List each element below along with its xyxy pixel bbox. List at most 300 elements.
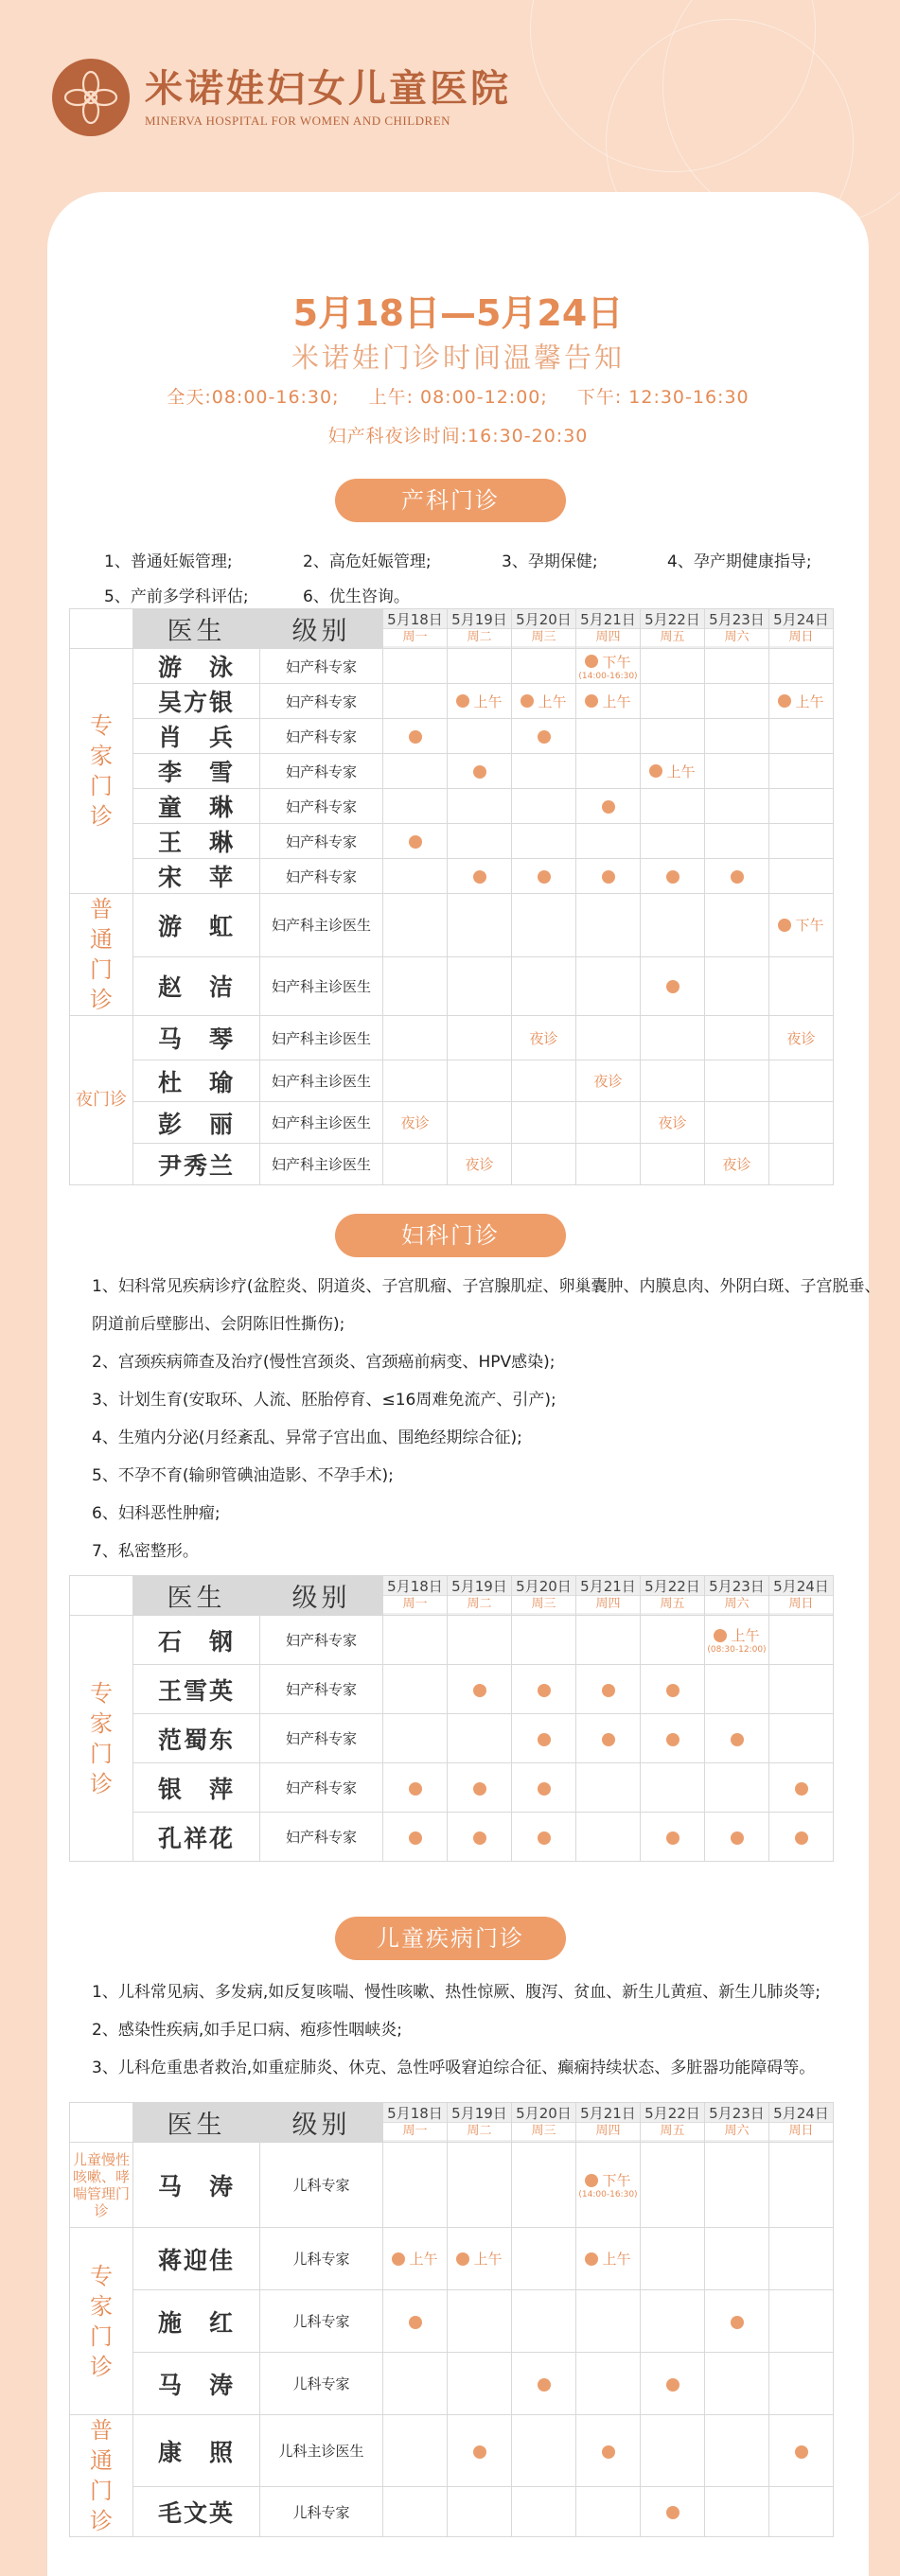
schedule-cell [512, 1714, 576, 1763]
header-date [705, 1576, 769, 1616]
weekday-label: 周三 [512, 628, 575, 646]
schedule-row [70, 684, 834, 719]
schedule-row [70, 1060, 834, 1102]
weekday-label: 周二 [448, 628, 511, 646]
header-level: 级别 [260, 1576, 383, 1616]
header-date [769, 2103, 834, 2143]
full-day-dot-icon [538, 730, 551, 744]
schedule-cell [641, 859, 705, 894]
schedule-cell [383, 684, 448, 719]
doctor-name: 施 红 [133, 2290, 260, 2353]
schedule-cell [769, 1016, 834, 1060]
schedule-cell [641, 649, 705, 684]
doctor-name: 康 照 [133, 2415, 260, 2487]
schedule-cell [705, 684, 769, 719]
schedule-cell [383, 1763, 448, 1813]
schedule-cell [705, 1016, 769, 1060]
full-day-dot-icon [538, 2378, 551, 2392]
schedule-cell [576, 2228, 641, 2290]
schedule-cell [576, 824, 641, 859]
schedule-cell [512, 1016, 576, 1060]
schedule-cell [705, 719, 769, 754]
schedule-cell [383, 2228, 448, 2290]
doctor-name: 马 涛 [133, 2353, 260, 2415]
date-label: 5月21日 [580, 2105, 636, 2122]
full-day-dot-icon [666, 870, 679, 884]
schedule-cell [512, 754, 576, 789]
schedule-cell [769, 754, 834, 789]
full-day-dot-icon [538, 870, 551, 884]
schedule-cell [383, 824, 448, 859]
schedule-cell [448, 956, 512, 1015]
header-level: 级别 [260, 609, 383, 649]
full-day-dot-icon [602, 800, 615, 814]
schedule-row [70, 1763, 834, 1813]
full-day-dot-icon [602, 870, 615, 884]
schedule-cell [576, 684, 641, 719]
weekday-label: 周一 [383, 2122, 447, 2140]
schedule-cell [383, 1665, 448, 1714]
schedule-row [70, 2290, 834, 2353]
schedule-cell [705, 2228, 769, 2290]
schedule-cell [641, 1616, 705, 1665]
doctor-level: 妇产科专家 [260, 789, 383, 824]
session-label: 下午 [795, 917, 824, 935]
doctor-level: 妇产科主诊医生 [260, 1102, 383, 1144]
schedule-cell [512, 719, 576, 754]
schedule-cell [448, 1763, 512, 1813]
weekday-label: 周四 [576, 628, 640, 646]
session-dot-icon [778, 694, 791, 708]
doctor-name: 毛文英 [133, 2487, 260, 2537]
schedule-cell [705, 1060, 769, 1102]
schedule-cell [383, 2487, 448, 2537]
schedule-cell [383, 956, 448, 1015]
doctor-name: 宋 苹 [133, 859, 260, 894]
clinic-category: 专家门诊 [70, 2228, 133, 2415]
service-item: 1、妇科常见疾病诊疗(盆腔炎、阴道炎、子宫肌瘤、子宫腺肌症、卵巢囊肿、内膜息肉、外阴白斑、子宫脱垂、 [92, 1277, 881, 1296]
schedule-cell [641, 894, 705, 957]
schedule-cell [705, 789, 769, 824]
obstetrics-services [104, 548, 842, 606]
weekday-label: 周五 [641, 628, 704, 646]
session-dot-icon [392, 2252, 405, 2266]
schedule-row [70, 719, 834, 754]
schedule-cell [448, 2353, 512, 2415]
schedule-cell [383, 754, 448, 789]
schedule-cell [769, 1665, 834, 1714]
date-label: 5月20日 [516, 611, 572, 628]
schedule-cell [512, 2228, 576, 2290]
schedule-cell [383, 1714, 448, 1763]
service-item: 1、普通妊娠管理; [104, 552, 233, 571]
header-date [705, 2103, 769, 2143]
doctor-level: 妇产科主诊医生 [260, 1016, 383, 1060]
schedule-cell [705, 2143, 769, 2228]
full-day-dot-icon [473, 2445, 486, 2459]
session-dot-icon [585, 2174, 598, 2187]
full-day-dot-icon [473, 1831, 486, 1845]
header-date [448, 1576, 512, 1616]
date-label: 5月24日 [773, 2105, 829, 2122]
schedule-cell [641, 754, 705, 789]
full-day-dot-icon [731, 870, 744, 884]
schedule-cell [448, 2143, 512, 2228]
header-date [383, 2103, 448, 2143]
full-day-dot-icon [666, 1733, 679, 1746]
schedule-cell [512, 894, 576, 957]
schedule-cell [448, 719, 512, 754]
service-item: 3、儿科危重患者救治,如重症肺炎、休克、急性呼吸窘迫综合征、癫痫持续状态、多脏器功能障碍等。 [92, 2059, 816, 2077]
full-day-dot-icon [731, 2316, 744, 2329]
full-day-dot-icon [602, 1733, 615, 1746]
header-corner [70, 2103, 133, 2143]
schedule-cell [448, 684, 512, 719]
service-item: 2、感染性疾病,如手足口病、疱疹性咽峡炎; [92, 2021, 402, 2040]
schedule-cell [705, 956, 769, 1015]
doctor-level: 妇产科主诊医生 [260, 956, 383, 1015]
schedule-cell [383, 2415, 448, 2487]
date-label: 5月24日 [773, 611, 829, 628]
service-item: 4、孕产期健康指导; [667, 552, 812, 571]
header-date [576, 609, 641, 649]
doctor-level: 儿科专家 [260, 2228, 383, 2290]
doctor-name: 孔祥花 [133, 1813, 260, 1862]
full-day-dot-icon [795, 1831, 808, 1845]
service-item: 7、私密整形。 [92, 1542, 199, 1561]
schedule-cell [383, 719, 448, 754]
schedule-cell [383, 1016, 448, 1060]
schedule-cell [769, 2143, 834, 2228]
full-day-dot-icon [666, 1684, 679, 1697]
schedule-row [70, 754, 834, 789]
schedule-cell [383, 1102, 448, 1144]
schedule-cell [512, 1144, 576, 1185]
session-label: 上午 [473, 2251, 503, 2268]
weekday-label: 周日 [769, 1595, 833, 1613]
schedule-cell [705, 859, 769, 894]
full-day-dot-icon [538, 1684, 551, 1697]
date-label: 5月21日 [580, 1578, 636, 1595]
session-time: (14:00-16:30) [578, 2190, 638, 2199]
doctor-name: 杜 瑜 [133, 1060, 260, 1102]
doctor-level: 妇产科专家 [260, 754, 383, 789]
date-label: 5月22日 [644, 611, 700, 628]
schedule-cell [769, 824, 834, 859]
session-label: 下午 [602, 653, 631, 671]
schedule-cell [448, 2415, 512, 2487]
doctor-level: 妇产科主诊医生 [260, 894, 383, 957]
weekday-label: 周四 [576, 1595, 640, 1613]
weekday-label: 周三 [512, 1595, 575, 1613]
schedule-cell [383, 1144, 448, 1185]
schedule-cell [383, 1060, 448, 1102]
header-level: 级别 [260, 2103, 383, 2143]
service-item: 3、计划生育(安取环、人流、胚胎停育、≤16周难免流产、引产); [92, 1391, 556, 1410]
obstetrics-schedule-table [69, 608, 834, 1185]
schedule-cell [383, 789, 448, 824]
doctor-level: 妇产科专家 [260, 1616, 383, 1665]
schedule-cell [705, 1665, 769, 1714]
schedule-cell [512, 1763, 576, 1813]
schedule-row [70, 789, 834, 824]
schedule-cell [705, 1763, 769, 1813]
date-label: 5月22日 [644, 1578, 700, 1595]
date-label: 5月23日 [709, 1578, 765, 1595]
header-date [769, 609, 834, 649]
schedule-cell [448, 2290, 512, 2353]
pediatrics-services [92, 1973, 839, 2087]
schedule-cell [448, 2487, 512, 2537]
date-label: 5月18日 [387, 1578, 443, 1595]
doctor-level: 妇产科专家 [260, 824, 383, 859]
schedule-cell [512, 2143, 576, 2228]
service-item: 6、优生咨询。 [303, 587, 410, 606]
header-date [769, 1576, 834, 1616]
weekday-label: 周二 [448, 2122, 511, 2140]
schedule-cell [705, 2290, 769, 2353]
doctor-name: 银 萍 [133, 1763, 260, 1813]
schedule-cell [641, 1016, 705, 1060]
schedule-cell [448, 1060, 512, 1102]
session-dot-icon [585, 2252, 598, 2266]
schedule-cell [576, 1102, 641, 1144]
service-item: 5、产前多学科评估; [104, 587, 249, 606]
schedule-cell [576, 1763, 641, 1813]
schedule-row [70, 1016, 834, 1060]
weekday-label: 周五 [641, 2122, 704, 2140]
doctor-level: 妇产科专家 [260, 1665, 383, 1714]
schedule-cell [576, 1665, 641, 1714]
schedule-cell [512, 859, 576, 894]
schedule-cell [448, 1813, 512, 1862]
date-label: 5月19日 [451, 1578, 507, 1595]
doctor-name: 马 涛 [133, 2143, 260, 2228]
date-label: 5月23日 [709, 2105, 765, 2122]
header-date [512, 2103, 576, 2143]
schedule-cell [576, 1616, 641, 1665]
schedule-cell [448, 789, 512, 824]
schedule-row [70, 894, 834, 957]
doctor-name: 赵 洁 [133, 956, 260, 1015]
full-day-dot-icon [473, 1782, 486, 1796]
session-label: 上午 [602, 2251, 631, 2268]
schedule-cell [576, 1144, 641, 1185]
date-label: 5月18日 [387, 2105, 443, 2122]
schedule-cell [705, 824, 769, 859]
schedule-row [70, 2415, 834, 2487]
hours-all-day: 全天:08:00-16:30; [167, 387, 340, 408]
schedule-cell [769, 2487, 834, 2537]
full-day-dot-icon [409, 2316, 422, 2329]
schedule-cell [448, 1665, 512, 1714]
schedule-cell [512, 2487, 576, 2537]
full-day-dot-icon [409, 835, 422, 849]
schedule-cell [448, 649, 512, 684]
schedule-row [70, 1714, 834, 1763]
schedule-cell [576, 956, 641, 1015]
weekday-label: 周三 [512, 2122, 575, 2140]
session-time: (14:00-16:30) [578, 671, 638, 681]
schedule-row [70, 1665, 834, 1714]
schedule-cell [641, 956, 705, 1015]
full-day-dot-icon [409, 1831, 422, 1845]
schedule-cell [576, 649, 641, 684]
hours-afternoon: 下午: 12:30-16:30 [576, 387, 750, 408]
schedule-cell [576, 719, 641, 754]
hospital-english-name: MINERVA HOSPITAL FOR WOMEN AND CHILDREN [145, 114, 451, 128]
schedule-cell [641, 824, 705, 859]
doctor-name: 游 泳 [133, 649, 260, 684]
session-dot-icon [585, 694, 598, 708]
night-clinic-label: 夜诊 [722, 1156, 751, 1173]
full-day-dot-icon [473, 765, 486, 779]
date-label: 5月20日 [516, 1578, 572, 1595]
schedule-cell [383, 859, 448, 894]
schedule-cell [769, 1102, 834, 1144]
schedule-cell [512, 684, 576, 719]
schedule-cell [705, 2487, 769, 2537]
notice-card [47, 192, 881, 2576]
schedule-cell [705, 894, 769, 957]
schedule-row [70, 956, 834, 1015]
doctor-level: 妇产科主诊医生 [260, 1060, 383, 1102]
schedule-cell [769, 2415, 834, 2487]
full-day-dot-icon [538, 1831, 551, 1845]
full-day-dot-icon [666, 1831, 679, 1845]
date-label: 5月24日 [773, 1578, 829, 1595]
schedule-cell [769, 1060, 834, 1102]
doctor-level: 妇产科专家 [260, 684, 383, 719]
schedule-cell [448, 754, 512, 789]
doctor-level: 儿科专家 [260, 2290, 383, 2353]
session-dot-icon [456, 694, 469, 708]
hospital-logo [52, 59, 130, 136]
doctor-level: 妇产科专家 [260, 649, 383, 684]
schedule-cell [705, 649, 769, 684]
schedule-cell [576, 2290, 641, 2353]
weekday-label: 周日 [769, 628, 833, 646]
schedule-row [70, 2353, 834, 2415]
date-label: 5月21日 [580, 611, 636, 628]
doctor-name: 吴方银 [133, 684, 260, 719]
full-day-dot-icon [409, 730, 422, 744]
schedule-cell [641, 2353, 705, 2415]
header-date [512, 609, 576, 649]
clinic-category: 儿童慢性咳嗽、哮喘管理门诊 [70, 2143, 133, 2228]
schedule-cell [576, 859, 641, 894]
schedule-cell [769, 789, 834, 824]
header-doctor: 医生 [133, 1576, 260, 1616]
weekday-label: 周二 [448, 1595, 511, 1613]
session-dot-icon [456, 2252, 469, 2266]
schedule-cell [705, 2415, 769, 2487]
session-label: 上午 [731, 1627, 760, 1644]
full-day-dot-icon [731, 1831, 744, 1845]
hospital-header [52, 55, 511, 140]
schedule-cell [769, 719, 834, 754]
schedule-cell [576, 2353, 641, 2415]
doctor-level: 妇产科主诊医生 [260, 1144, 383, 1185]
session-label: 上午 [795, 692, 824, 710]
date-range: 5月18日—5月24日 [292, 292, 624, 334]
night-clinic-label: 夜诊 [658, 1114, 687, 1131]
schedule-cell [769, 1616, 834, 1665]
schedule-cell [383, 1813, 448, 1862]
schedule-cell [512, 956, 576, 1015]
schedule-cell [641, 789, 705, 824]
session-label: 上午 [602, 692, 631, 710]
header-date [705, 609, 769, 649]
session-time: (08:30-12:00) [707, 1645, 767, 1655]
full-day-dot-icon [538, 1782, 551, 1796]
full-day-dot-icon [666, 2506, 679, 2519]
full-day-dot-icon [795, 1782, 808, 1796]
schedule-cell [576, 1060, 641, 1102]
schedule-cell [705, 1714, 769, 1763]
full-day-dot-icon [602, 1684, 615, 1697]
schedule-cell [641, 1714, 705, 1763]
schedule-cell [576, 754, 641, 789]
schedule-cell [512, 2415, 576, 2487]
schedule-cell [448, 1016, 512, 1060]
night-clinic-label: 夜诊 [465, 1156, 494, 1173]
schedule-cell [576, 789, 641, 824]
full-day-dot-icon [473, 1684, 486, 1697]
header-doctor: 医生 [133, 609, 260, 649]
schedule-cell [383, 2353, 448, 2415]
schedule-cell [576, 2487, 641, 2537]
schedule-row [70, 1144, 834, 1185]
service-item: 3、孕期保健; [502, 552, 598, 571]
schedule-cell [576, 1714, 641, 1763]
doctor-name: 肖 兵 [133, 719, 260, 754]
schedule-cell [641, 719, 705, 754]
header-date [448, 609, 512, 649]
schedule-row [70, 649, 834, 684]
schedule-cell [641, 2143, 705, 2228]
gynecology-section-title: 妇科门诊 [335, 1214, 566, 1257]
doctor-name: 彭 丽 [133, 1102, 260, 1144]
schedule-row [70, 859, 834, 894]
session-dot-icon [585, 655, 598, 668]
schedule-cell [383, 649, 448, 684]
doctor-name: 王雪英 [133, 1665, 260, 1714]
schedule-cell [576, 2415, 641, 2487]
schedule-cell [512, 1060, 576, 1102]
schedule-cell [448, 1714, 512, 1763]
header-date [576, 1576, 641, 1616]
schedule-cell [641, 1102, 705, 1144]
schedule-cell [705, 1813, 769, 1862]
schedule-cell [705, 1144, 769, 1185]
night-clinic-label: 夜诊 [400, 1114, 430, 1131]
schedule-cell [448, 1144, 512, 1185]
weekday-label: 周日 [769, 2122, 833, 2140]
schedule-cell [512, 2353, 576, 2415]
schedule-row [70, 2487, 834, 2537]
schedule-cell [641, 1763, 705, 1813]
weekday-label: 周四 [576, 2122, 640, 2140]
weekday-label: 周一 [383, 628, 447, 646]
schedule-cell [641, 684, 705, 719]
header-date [641, 609, 705, 649]
hospital-name: 米诺娃妇女儿童医院 [145, 67, 511, 111]
schedule-row [70, 1102, 834, 1144]
pediatrics-schedule-table [69, 2102, 834, 2537]
schedule-cell [769, 2228, 834, 2290]
night-clinic-label: 夜诊 [529, 1029, 558, 1047]
